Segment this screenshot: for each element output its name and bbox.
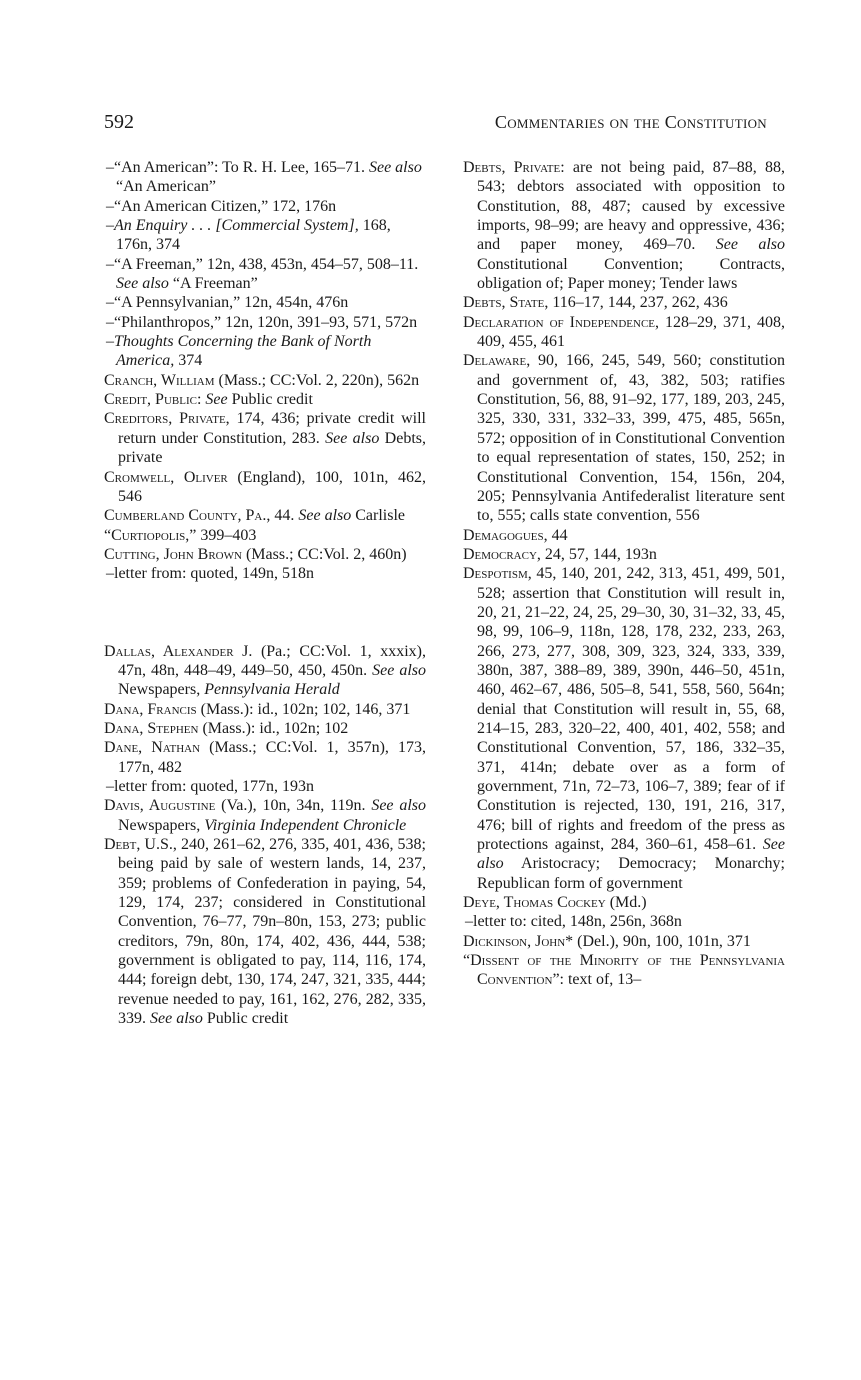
index-heading: Cromwell, Oliver: [104, 468, 228, 486]
entry-text: Newspapers,: [118, 816, 205, 834]
index-heading: Declaration of Independence,: [463, 313, 660, 331]
entry-text: 168, 176n, 374: [116, 217, 391, 254]
index-subentry: [106, 777, 426, 796]
index-heading: Dickinson, John*: [463, 932, 574, 950]
entry-text: 44: [547, 526, 568, 544]
entry-text: “: [463, 952, 471, 970]
italic-text: See also: [325, 429, 380, 447]
index-entry: [463, 893, 785, 912]
entry-text: 116–17, 144, 237, 262, 436: [548, 294, 728, 312]
index-heading: Cumberland County, Pa.,: [104, 507, 271, 525]
index-entry: [104, 390, 426, 409]
entry-text: (Mass.; CC:Vol. 2, 460n): [241, 545, 407, 563]
index-subentry: [106, 255, 426, 294]
entry-text: 374: [174, 352, 203, 370]
italic-text: Pennsylvania Herald: [204, 681, 340, 699]
entry-text: –letter from: quoted, 149n, 518n: [106, 565, 314, 583]
italic-text: See also: [116, 275, 169, 293]
index-entry: [463, 351, 785, 525]
index-entry: [463, 545, 785, 564]
index-heading: Curtiopolis,: [111, 526, 190, 544]
entry-text: (Pa.; CC:Vol. 1, xxxix), 47n, 48n, 448–49, 449–50, 450, 450n.: [118, 642, 426, 679]
index-entry: [463, 293, 785, 312]
index-entry: [104, 409, 426, 467]
entry-text: 128–29, 371, 408, 409, 455, 461: [477, 313, 786, 351]
entry-text: 90, 166, 245, 549, 560; constitution and government of, 43, 382, 503; ratifies Constitution, 56, 88, 91–92, 177, 189, 203, 245, 325, 330, 331, 332–33, 399, 475, 485, 565n, 572; opposition of in Constitutional Convention to equal representation of states, 150, 252; in Constitutional Convention, 154, 156n, 204, 205; Pennsylvania Antifederalist literature sent to, 555; calls state convention, 556: [477, 352, 785, 525]
index-subentry: [106, 564, 426, 583]
index-column-left: [104, 158, 426, 1028]
italic-text: An Enquiry . . . [Commercial System],: [114, 217, 359, 235]
entry-text: –“A Freeman,” 12n, 438, 453n, 454–57, 508–11.: [106, 255, 419, 273]
entry-text: –: [106, 217, 114, 235]
index-entry: [104, 719, 426, 738]
index-heading: Dane, Nathan: [104, 739, 201, 757]
index-subentry: [106, 216, 426, 255]
entry-text: 45, 140, 201, 242, 313, 451, 499, 501, 528; assertion that Constitution will result in, 20, 21, 21–22, 24, 25, 29–30, 30, 31–32, 33, 45, 98, 99, 106–9, 118n, 128, 178, 232, 233, 263, 266, 273, 277, 308, 309, 323, 324, 333, 339, 380n, 387, 388–89, 389, 390n, 446–50, 451n, 460, 462–67, 486, 505–8, 541, 558, 560, 564n; denial that Constitution will result in, 55, 68, 214–15, 283, 320–22, 400, 401, 402, 558; and Constitutional Convention, 57, 186, 332–35, 371, 414n; debate over as a form of government, 71n, 72–73, 106–7, 389; fear of if Constitution is rejected, 130, 191, 216, 317, 476; bill of rights and freedom of the press as protections against, 284, 360–61, 458–61.: [477, 565, 785, 854]
index-subentry: [106, 158, 426, 197]
index-heading: Despotism,: [463, 565, 532, 583]
index-heading: Debts, State,: [463, 294, 549, 312]
entry-text: 24, 57, 144, 193n: [540, 545, 657, 563]
entry-text: –: [106, 333, 114, 351]
index-entry: [104, 738, 426, 777]
index-heading: Cranch, William: [104, 371, 215, 389]
entry-text: “A Freeman”: [168, 275, 258, 293]
index-heading: Deye, Thomas Cockey: [463, 894, 606, 912]
entry-text: Public credit: [202, 1010, 289, 1028]
italic-text: See also: [150, 1010, 203, 1028]
index-entry: [104, 700, 426, 719]
index-heading: Cutting, John Brown: [104, 545, 242, 563]
index-entry: [463, 564, 785, 893]
index-subentry: [106, 313, 426, 332]
index-subentry: [106, 332, 426, 371]
entry-text: Newspapers,: [118, 681, 205, 699]
italic-text: See also: [298, 507, 352, 525]
index-subentry: [106, 293, 426, 312]
index-entry: [104, 371, 426, 390]
index-heading: Davis, Augustine: [104, 797, 216, 815]
italic-text: See also: [371, 797, 426, 815]
index-heading: Creditors, Private,: [104, 410, 230, 428]
italic-text: See also: [372, 661, 427, 679]
index-entry: [463, 313, 785, 352]
index-entry: [104, 545, 426, 564]
index-heading: Demagogues,: [463, 526, 548, 544]
entry-text: –letter from: quoted, 177n, 193n: [106, 777, 314, 795]
entry-text: 174, 436; private credit will return under Constitution, 283.: [118, 410, 426, 447]
running-head: Commentaries on the Constitution: [494, 112, 767, 132]
index-heading: Delaware,: [463, 352, 531, 370]
entry-text: are not being paid, 87–88, 88, 543; debtors associated with opposition to Constitution, 88, 487; caused by excessive imports, 98–99; are heavy and oppressive, 436; and paper money, 469–70.: [477, 159, 785, 254]
index-entry: [104, 468, 426, 507]
index-heading: Credit, Public:: [104, 391, 202, 409]
entry-text: (Mass.; CC:Vol. 1, 357n), 173, 177n, 482: [118, 739, 426, 776]
index-heading: Dissent of the Minority of the Pennsylvania Convention: [470, 952, 785, 989]
index-entry: [104, 835, 426, 1028]
entry-text: (Del.), 90n, 100, 101n, 371: [573, 932, 751, 950]
index-entry: [104, 796, 426, 835]
index-heading: Debt, U.S.,: [104, 836, 177, 853]
entry-text: ”: text of, 13–: [552, 971, 642, 989]
entry-text: “: [104, 526, 112, 544]
italic-text: See: [205, 391, 228, 409]
index-entry: [463, 158, 785, 293]
entry-text: –“An American”: To R. H. Lee, 165–71.: [106, 159, 369, 176]
index-subentry: [106, 197, 426, 216]
index-entry: [104, 526, 426, 545]
index-entry: [104, 506, 426, 525]
index-entry: [104, 642, 426, 700]
entry-text: (Va.), 10n, 34n, 119n.: [215, 797, 372, 815]
entry-text: (Md.): [605, 894, 647, 912]
index-subentry: [465, 912, 785, 931]
entry-text: Debts, private: [118, 429, 427, 467]
entry-text: (Mass.; CC:Vol. 2, 220n), 562n: [214, 371, 420, 389]
entry-text: –letter to: cited, 148n, 256n, 368n: [465, 913, 682, 931]
entry-text: (England), 100, 101n, 462, 546: [118, 468, 426, 505]
index-heading: Dana, Stephen: [104, 719, 199, 737]
entry-text: (Mass.): id., 102n; 102: [198, 719, 349, 737]
entry-text: ” 399–403: [189, 526, 257, 544]
page-number: 592: [104, 111, 134, 133]
index-entry: [463, 932, 785, 951]
entry-text: –“Philanthropos,” 12n, 120n, 391–93, 571, 572n: [106, 313, 418, 331]
entry-text: –“An American Citizen,” 172, 176n: [106, 197, 337, 215]
index-column-right: [463, 158, 785, 990]
italic-text: See also: [477, 836, 785, 873]
index-heading: Dallas, Alexander J.: [104, 642, 253, 660]
italic-text: Thoughts Concerning the Bank of North America,: [114, 333, 372, 370]
index-entry: [463, 951, 785, 990]
letter-section-gap: [104, 584, 426, 642]
entry-text: –“A Pennsylvanian,” 12n, 454n, 476n: [106, 294, 349, 312]
entry-text: “An American”: [116, 178, 216, 196]
entry-text: Aristocracy; Democracy; Monarchy; Republican form of government: [477, 855, 785, 892]
entry-text: Carlisle: [351, 507, 405, 525]
italic-text: Virginia Independent Chronicle: [204, 816, 407, 834]
entry-text: 240, 261–62, 276, 335, 401, 436, 538; being paid by sale of western lands, 14, 237, 359; problems of Confederation in paying, 54, 129, 174, 237; considered in Constitutional Convention, 76–77, 79n–80n, 153, 273; public creditors, 79n, 80n, 174, 402, 436, 444, 538; government is obligated to pay, 114, 116, 174, 444; foreign debt, 130, 174, 247, 321, 335, 444; revenue needed to pay, 161, 162, 276, 282, 335, 339.: [118, 836, 426, 1028]
index-heading: Democracy,: [463, 545, 541, 563]
italic-text: See also: [368, 159, 422, 176]
entry-text: Constitutional Convention; Contracts, obligation of; Paper money; Tender laws: [477, 255, 785, 293]
entry-text: (Mass.): id., 102n; 102, 146, 371: [196, 700, 411, 718]
entry-text: Public credit: [227, 391, 313, 409]
entry-text: 44.: [270, 507, 299, 525]
index-heading: Dana, Francis: [104, 700, 197, 718]
index-entry: [463, 526, 785, 545]
italic-text: See also: [715, 236, 786, 254]
index-heading: Debts, Private:: [463, 159, 565, 176]
